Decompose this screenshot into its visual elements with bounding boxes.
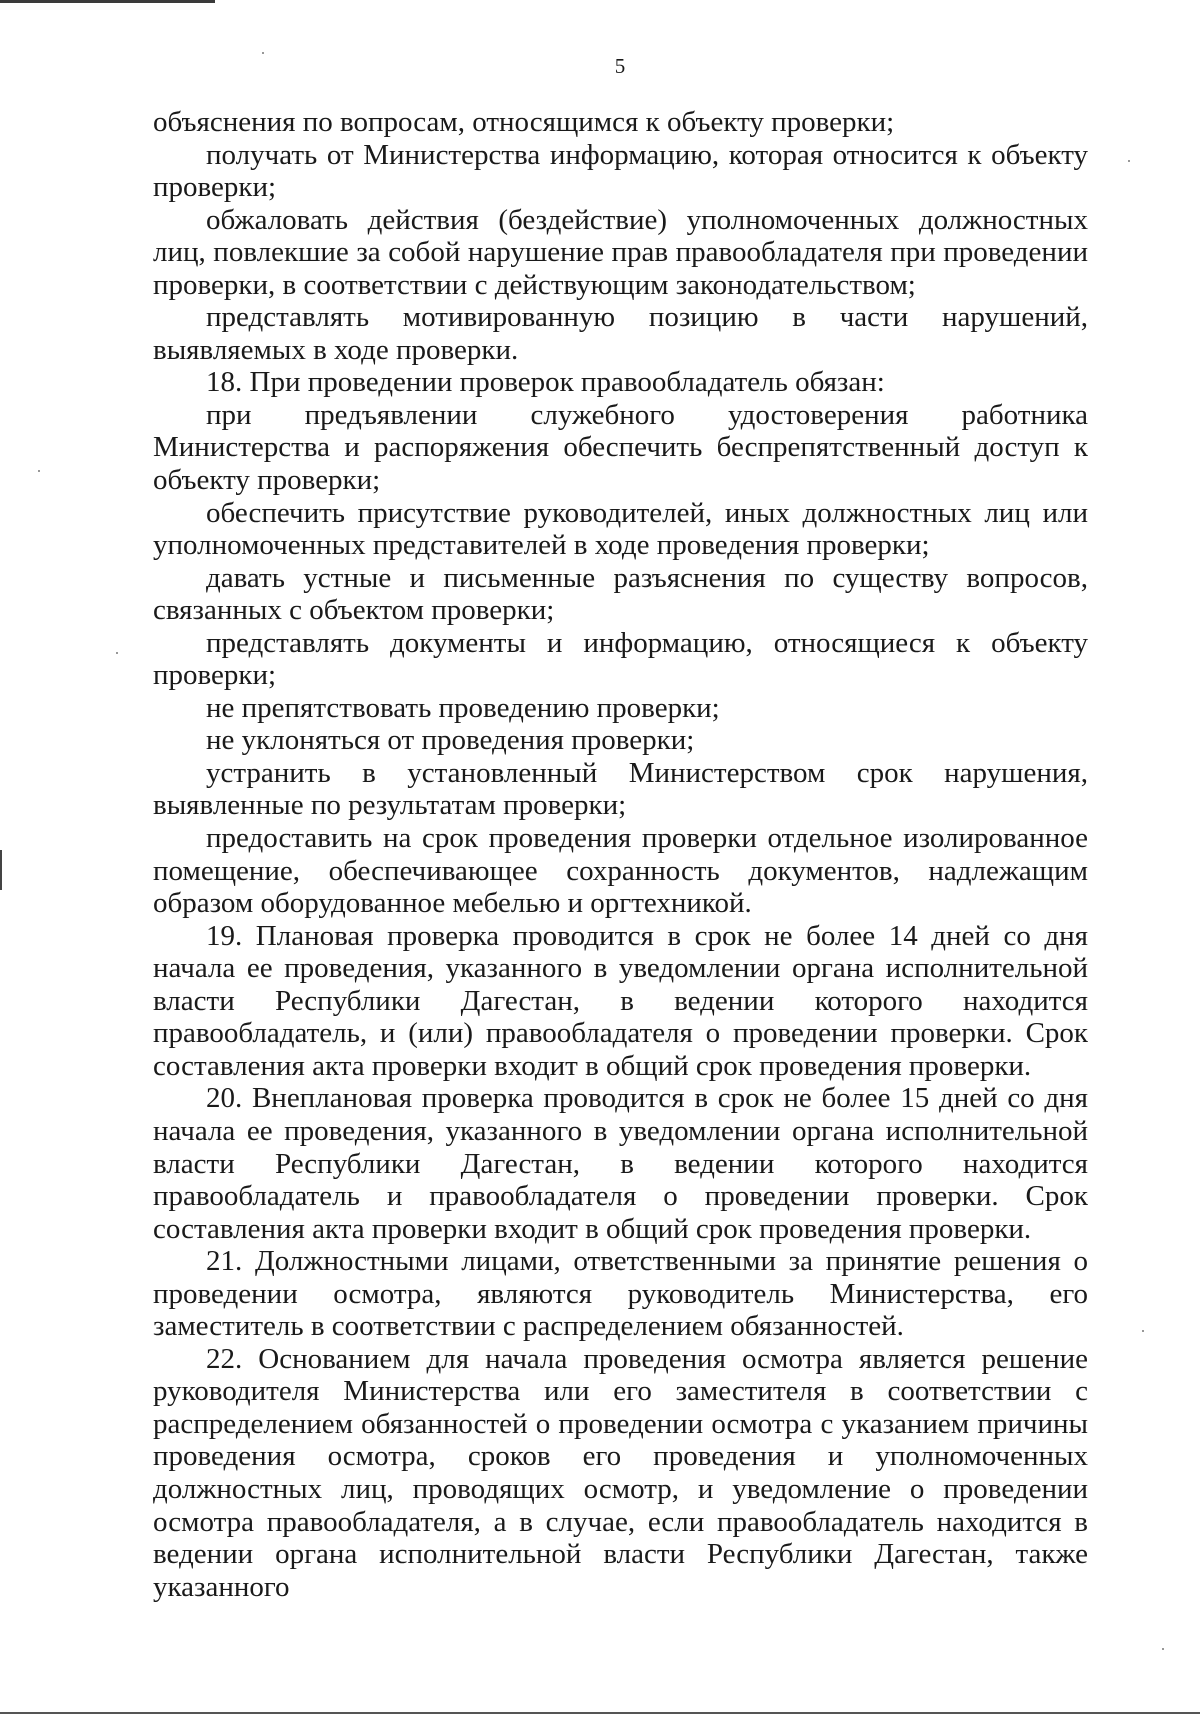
paragraph: предоставить на срок проведения проверки отдельное изолированное помещение, обеспечивающее сохранность документов, надлежащим образом оборудованное мебелью и оргтехникой. (153, 822, 1088, 920)
paragraph: 22. Основанием для начала проведения осмотра является решение руководителя Министерства или его заместителя в соответствии с распределением обязанностей о проведении осмотра с указанием причины проведения осмотра, сроков его проведения и уполномоченных должностных лиц, проводящих осмотр, и уведомление о проведении осмотра правообладателя, а в случае, если правообладатель находится в ведении органа исполнительной власти Республики Дагестан, также указанного (153, 1342, 1088, 1603)
scan-speck (116, 652, 118, 654)
paragraph: не уклоняться от проведения проверки; (206, 724, 695, 757)
scan-speck (1162, 1648, 1164, 1650)
scan-edge-bottom (0, 1712, 1200, 1714)
document-body (153, 106, 1088, 1603)
paragraph: 19. Плановая проверка проводится в срок не более 14 дней со дня начала ее проведения, указанного в уведомлении органа исполнительной власти Республики Дагестан, в ведении которого находится правообладатель, и (или) правообладателя о проведении проверки. Срок составления акта проверки входит в общий срок проведения проверки. (153, 919, 1088, 1082)
paragraph: при предъявлении служебного удостоверения работника Министерства и распоряжения обеспечить беспрепятственный доступ к объекту проверки; (153, 398, 1088, 497)
scan-speck (38, 470, 40, 472)
page-number: 5 (614, 54, 626, 78)
paragraph: 20. Внеплановая проверка проводится в срок не более 15 дней со дня начала ее проведения, указанного в уведомлении органа исполнительной власти Республики Дагестан, в ведении которого находится правообладатель и правообладателя о проведении проверки. Срок составления акта проверки входит в общий срок проведения проверки. (153, 1082, 1088, 1245)
paragraph: 18. При проведении проверок правообладатель обязан: (206, 366, 885, 399)
paragraph: обеспечить присутствие руководителей, иных должностных лиц или уполномоченных представителей в ходе проведения проверки; (153, 496, 1088, 562)
scan-edge-top (0, 0, 215, 3)
paragraph: обжаловать действия (бездействие) уполномоченных должностных лиц, повлекшие за собой нарушение прав правообладателя при проведении проверки, в соответствии с действующим законодательством; (153, 203, 1088, 301)
paragraph: 21. Должностными лицами, ответственными за принятие решения о проведении осмотра, являются руководитель Министерства, его заместитель в соответствии с распределением обязанностей. (153, 1245, 1088, 1343)
scan-edge-left (0, 850, 2, 890)
paragraph: представлять документы и информацию, относящиеся к объекту проверки; (153, 626, 1088, 692)
paragraph: не препятствовать проведению проверки; (206, 691, 720, 724)
paragraph: получать от Министерства информацию, которая относится к объекту проверки; (153, 138, 1088, 204)
paragraph: объяснения по вопросам, относящимся к объекту проверки; (153, 106, 895, 138)
scan-speck (1128, 160, 1130, 162)
paragraph: давать устные и письменные разъяснения по существу вопросов, связанных с объектом проверки; (153, 561, 1088, 627)
scan-speck (1142, 1330, 1144, 1332)
paragraph: устранить в установленный Министерством срок нарушения, выявленные по результатам проверки; (153, 756, 1088, 822)
paragraph: представлять мотивированную позицию в части нарушений, выявляемых в ходе проверки. (153, 301, 1088, 366)
